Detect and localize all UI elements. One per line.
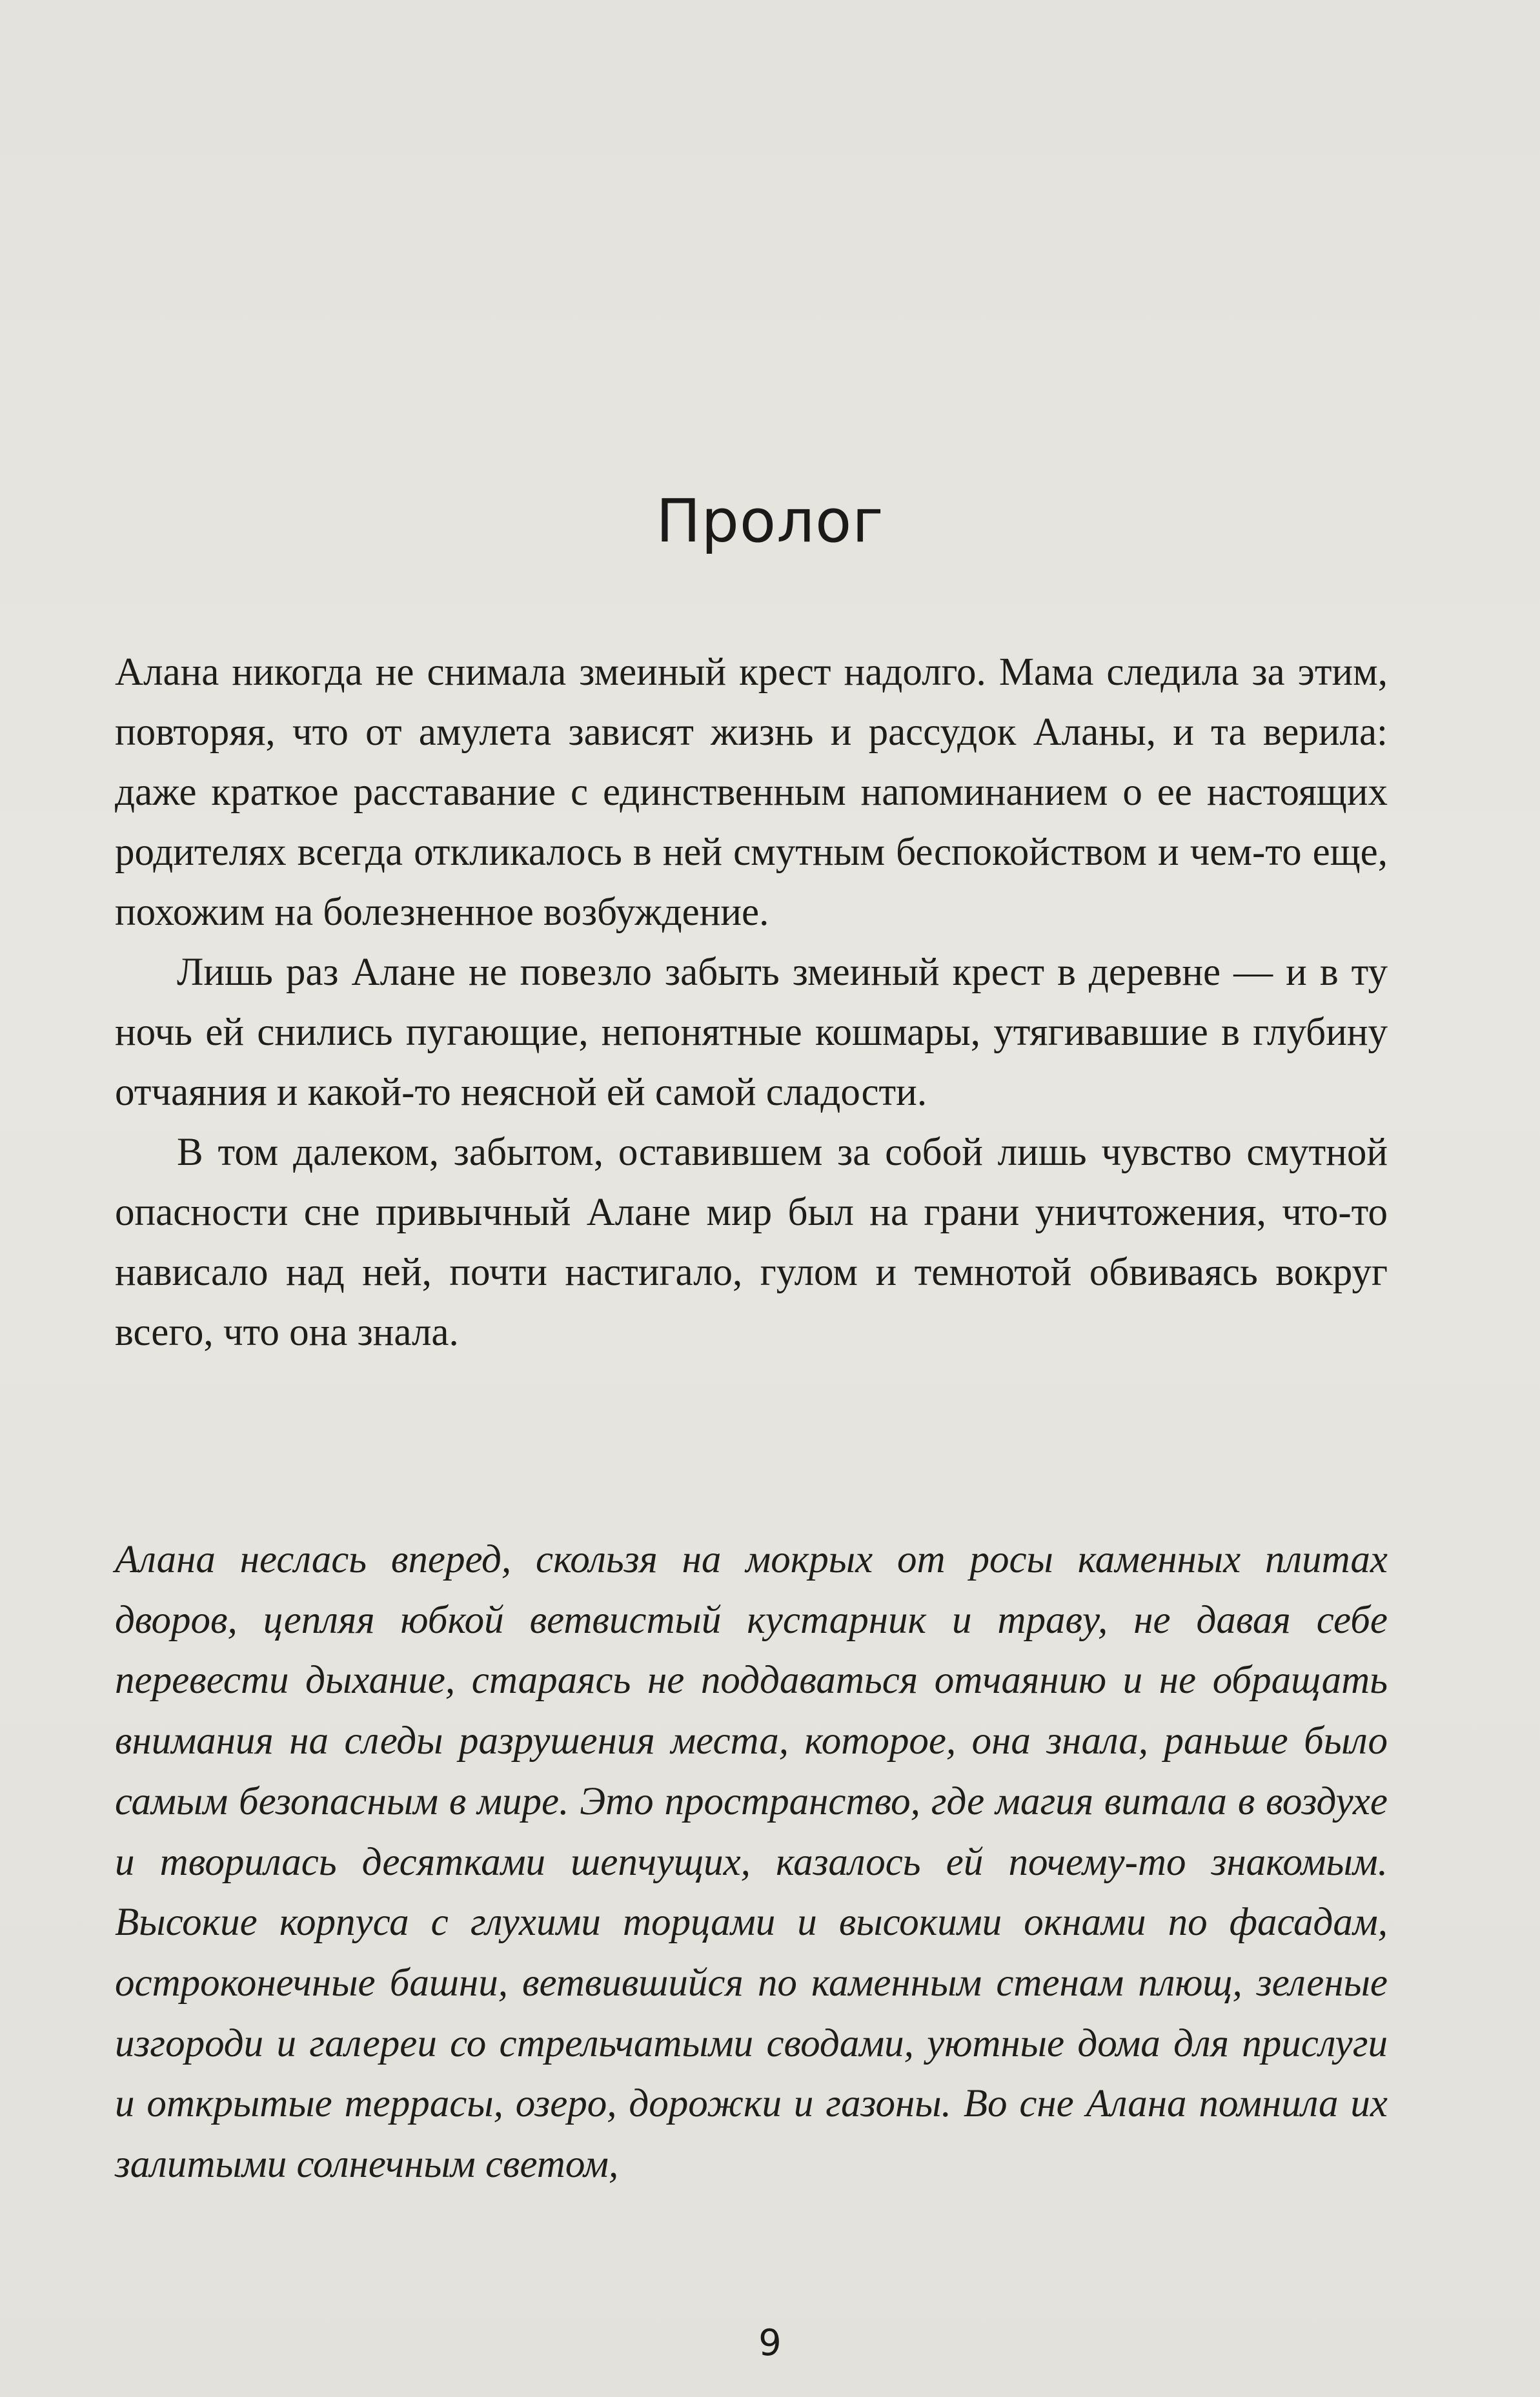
main-text (115, 642, 1388, 1362)
paragraph-2: Лишь раз Алане не повезло забыть змеиный крест в деревне — и в ту ночь ей снились пугающие, непонятные кошмары, утягивавшие в глубину отчаяния и какой-то неясной ей самой сладости. (115, 951, 1388, 1114)
chapter-title: Пролог (656, 487, 884, 556)
page-number: 9 (758, 2322, 782, 2364)
paragraph-1: Алана никогда не снимала змеиный крест надолго. Мама следила за этим, повторяя, что от амулета зависят жизнь и рассудок Аланы, и та верила: даже краткое расставание с единственным напоминанием о ее настоящих родителях всегда откликалось в ней смутным беспокойством и чем-то еще, похожим на болезненное возбуждение. (115, 651, 1388, 934)
dream-passage: Алана неслась вперед, скользя на мокрых от росы каменных плитах дворов, цепляя юбкой ветвистый кустарник и траву, не давая себе перевести дыхание, стараясь не поддаваться отчаянию и не обращать внимания на следы разрушения места, которое, она знала, раньше было самым безопасным в мире. Это пространство, где магия витала в воздухе и творилась десятками шепчущих, казалось ей почему-то знакомым. Высокие корпуса с глухими торцами и высокими окнами по фасадам, остроконечные башни, ветвившийся по каменным стенам плющ, зеленые изгороди и галереи со стрельчатыми сводами, уютные дома для прислуги и открытые террасы, озеро, дорожки и газоны. Во сне Алана помнила их залитыми солнечным светом, (115, 1538, 1388, 2187)
paragraph-3: В том далеком, забытом, оставившем за собой лишь чувство смутной опасности сне привычный Алане мир был на грани уничтожения, что-то нависало над ней, почти настигало, гулом и темнотой обвиваясь вокруг всего, что она знала. (115, 1131, 1388, 1354)
